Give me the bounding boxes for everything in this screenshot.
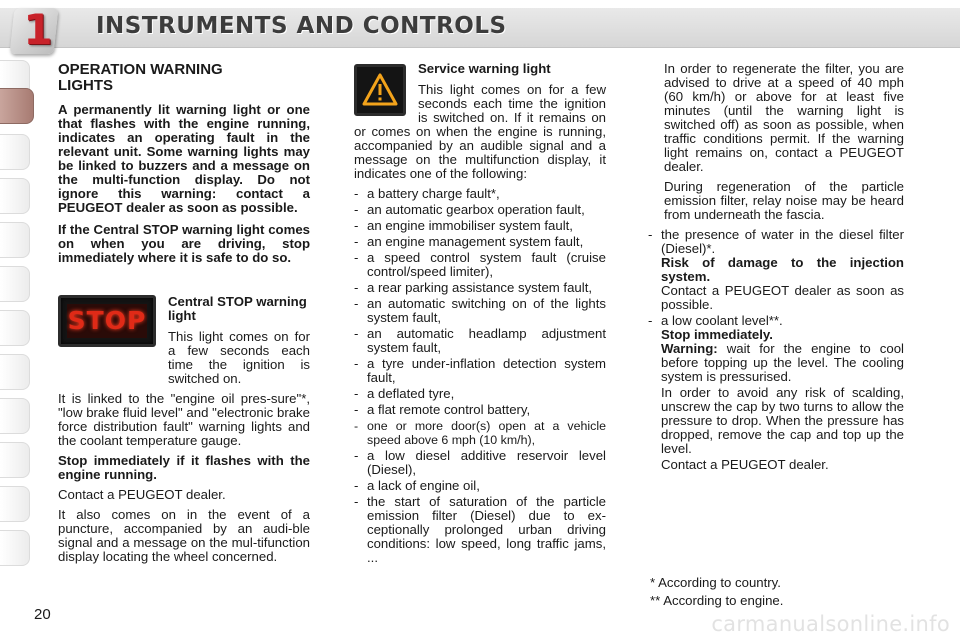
section-heading-line1: OPERATION WARNING (58, 61, 223, 78)
central-stop-para-4: Contact a PEUGEOT dealer. (58, 487, 226, 502)
central-stop-para-3: Stop immediately if it flashes with the engine running. (58, 453, 310, 482)
water-contact-text: Contact a PEUGEOT dealer as soon as possible. (661, 283, 904, 312)
page-number: 20 (34, 606, 51, 623)
list-item: - an engine management system fault, (354, 235, 606, 249)
list-item-coolant: - a low coolant level**. Stop immediately. Warning: wait for the engine to cool before topping up the level. The cooling system is pressurised. In order to avoid any risk of scalding, unscrew the cap by two turns to allow the pressure to drop. When the pressure has dropped, remove the cap and top up the level. Contact a PEUGEOT dealer. (648, 314, 904, 472)
central-stop-para-5: It also comes on in the event of a puncture, accompanied by an audi-ble signal and a message on the mul-tifunction display locating the wheel concerned. (58, 507, 310, 564)
service-warning-para: This light comes on for a few seconds each time the ignition is switched on. If it remains on or comes on when the engine is running, accompanied by an audible signal and a message on the multifunction display, it indicates one of the following: (354, 82, 606, 181)
list-item: - a tyre under-inflation detection system fault, (354, 357, 606, 385)
footnote-country: * According to country. (650, 575, 781, 590)
chapter-tab-1-active[interactable] (0, 88, 34, 124)
chapter-tab-5[interactable] (0, 266, 30, 302)
coolant-warning-text: Warning: wait for the engine to cool before topping up the level. The cooling system is pressurised. (661, 341, 904, 384)
intro-warning-text: A permanently lit warning light or one that flashes with the engine running, indicates an operating fault in the relevant unit. Some warning lights may be linked to buzzers and a message on the multi-function display. Do not ignore this warning: contact a PEUGEOT dealer as soon as possible. (58, 102, 310, 215)
page-title: INSTRUMENTS AND CONTROLS (96, 13, 507, 39)
section-heading-line2: LIGHTS (58, 77, 113, 94)
list-item: - a low diesel additive reservoir level (Diesel), (354, 449, 606, 477)
list-item: - a flat remote control battery, (354, 403, 606, 417)
page-header (0, 0, 960, 58)
scalding-text: In order to avoid any risk of scalding, unscrew the cap by two turns to allow the pressure to drop. When the pressure has dropped, remove the cap and top up the level. (661, 385, 904, 456)
list-item: - a battery charge fault*, (354, 187, 606, 201)
central-stop-para-2: It is linked to the "engine oil pres-sure"*, "low brake fluid level" and "electronic brake force distribution fault" warning lights and the coolant temperature gauge. (58, 391, 310, 448)
column-right (648, 62, 904, 474)
stop-lamp-text: STOP (67, 306, 147, 335)
chapter-tab-8[interactable] (0, 398, 30, 434)
footnotes (650, 574, 890, 610)
list-item: - an automatic switching on of the lights system fault, (354, 297, 606, 325)
chapter-tab-4[interactable] (0, 222, 30, 258)
section-heading (58, 62, 310, 94)
chapter-tab-10[interactable] (0, 486, 30, 522)
footnote-engine: ** According to engine. (650, 593, 784, 608)
additional-fault-list (648, 228, 904, 472)
chapter-tab-11[interactable] (0, 530, 30, 566)
chapter-tab-2[interactable] (0, 134, 30, 170)
list-item: - one or more door(s) open at a vehicle speed above 6 mph (10 km/h), (354, 419, 606, 447)
list-item: - an automatic headlamp adjustment system fault, (354, 327, 606, 355)
list-item: - an automatic gearbox operation fault, (354, 203, 606, 217)
central-stop-block (58, 295, 310, 386)
chapter-tab-7[interactable] (0, 354, 30, 390)
chapter-tab-9[interactable] (0, 442, 30, 478)
water-risk-text: Risk of damage to the injection system. (661, 255, 904, 284)
coolant-stop-text: Stop immediately. (661, 327, 773, 342)
service-warning-block (354, 62, 606, 76)
service-warning-heading: Service warning light (418, 61, 551, 76)
list-item: - the start of saturation of the particle emission filter (Diesel) due to ex-ceptionally prolonged urban driving conditions: low speed, long traffic jams, ... (354, 495, 606, 565)
list-item-water-filter: - the presence of water in the diesel filter (Diesel)*. Risk of damage to the injection system. Contact a PEUGEOT dealer as soon as possible. (648, 228, 904, 312)
list-item: - a speed control system fault (cruise control/speed limiter), (354, 251, 606, 279)
chapter-tabs (0, 60, 40, 580)
chapter-number: 1 (23, 5, 53, 54)
final-contact-text: Contact a PEUGEOT dealer. (661, 457, 829, 472)
central-stop-para-1: This light comes on for a few seconds each time the ignition is switched on. (168, 329, 310, 386)
regeneration-noise-para: During regeneration of the particle emission filter, relay noise may be heard from underneath the fascia. (664, 179, 904, 222)
stop-warning-lamp-icon (58, 295, 156, 347)
list-item: - a lack of engine oil, (354, 479, 606, 493)
list-item: - a rear parking assistance system fault, (354, 281, 606, 295)
watermark: carmanualsonline.info (711, 612, 950, 636)
regeneration-para: In order to regenerate the filter, you are advised to drive at a speed of 40 mph (60 km/h) or above for at least five minutes (until the warning light is switched off) as soon as possible, when traffic conditions permit. If the warning light remains on, contact a PEUGEOT dealer. (664, 61, 904, 174)
column-middle (354, 62, 606, 567)
column-left (58, 62, 310, 570)
list-item: - a deflated tyre, (354, 387, 606, 401)
list-item: - an engine immobiliser system fault, (354, 219, 606, 233)
chapter-tab-3[interactable] (0, 178, 30, 214)
central-stop-instruction: If the Central STOP warning light comes on when you are driving, stop immediately where it is safe to do so. (58, 222, 310, 265)
chapter-tab-6[interactable] (0, 310, 30, 346)
central-stop-heading: Central STOP warning light (168, 294, 307, 323)
service-fault-list (354, 187, 606, 565)
